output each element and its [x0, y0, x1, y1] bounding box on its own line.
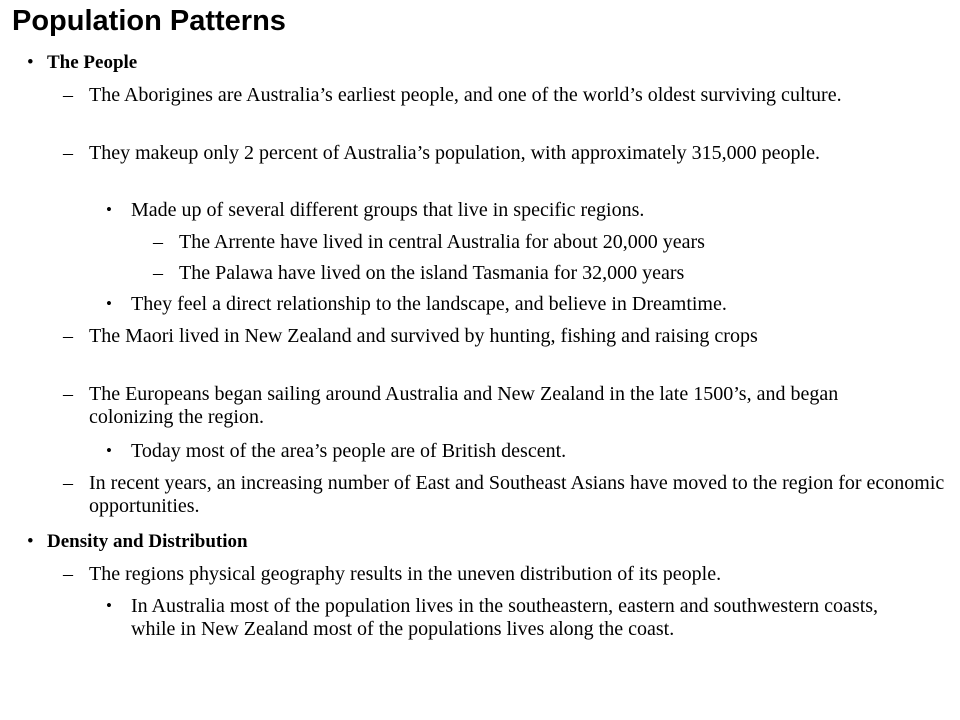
bullet-text: In Australia most of the population lives in the southeastern, eastern and southwestern coasts, while in New Zealand most of the populations lives along the coast. — [131, 595, 879, 640]
bullet-text: In recent years, an increasing number of East and Southeast Asians have moved to the region for economic opportunities. — [89, 472, 945, 517]
bullet-item — [63, 325, 924, 348]
bullet-item — [63, 383, 899, 429]
dash-marker: – — [63, 563, 73, 585]
dash-marker: – — [153, 231, 163, 253]
bullet-marker: • — [106, 441, 112, 460]
bullet-text: Density and Distribution — [47, 531, 248, 552]
slide-title: Population Patterns — [12, 5, 286, 37]
bullet-marker: • — [106, 294, 112, 313]
dash-marker: – — [63, 325, 73, 347]
dash-marker: – — [63, 472, 73, 494]
bullet-marker: • — [27, 531, 34, 552]
bullet-item — [153, 231, 939, 254]
bullet-item — [153, 262, 939, 285]
bullet-item — [63, 563, 949, 586]
bullet-item — [106, 595, 921, 641]
bullet-item — [27, 52, 927, 74]
bullet-text: Today most of the area’s people are of British descent. — [131, 440, 567, 462]
bullet-text: The Europeans began sailing around Australia and New Zealand in the late 1500’s, and began colonizing the region. — [89, 383, 839, 428]
bullet-item — [106, 440, 931, 463]
bullet-text: The Aborigines are Australia’s earliest people, and one of the world’s oldest surviving culture. — [89, 84, 842, 106]
bullet-text: They makeup only 2 percent of Australia’s population, with approximately 315,000 people. — [89, 142, 820, 164]
bullet-marker: • — [106, 596, 112, 615]
dash-marker: – — [63, 142, 73, 164]
bullet-marker: • — [27, 52, 34, 73]
bullet-item — [63, 84, 919, 107]
bullet-text: They feel a direct relationship to the landscape, and believe in Dreamtime. — [131, 293, 727, 315]
bullet-text: Made up of several different groups that live in specific regions. — [131, 199, 645, 221]
bullet-item — [106, 293, 946, 316]
bullet-marker: • — [106, 200, 112, 219]
dash-marker: – — [63, 84, 73, 106]
dash-marker: – — [63, 383, 73, 405]
bullet-text: The People — [47, 52, 138, 73]
bullet-item — [63, 142, 919, 165]
bullet-item — [106, 199, 931, 222]
bullet-item — [63, 472, 949, 518]
bullet-text: The Maori lived in New Zealand and survived by hunting, fishing and raising crops — [89, 325, 758, 347]
bullet-text: The regions physical geography results in the uneven distribution of its people. — [89, 563, 722, 585]
bullet-text: The Arrente have lived in central Australia for about 20,000 years — [179, 231, 705, 253]
bullet-item — [27, 531, 927, 553]
dash-marker: – — [153, 262, 163, 284]
bullet-text: The Palawa have lived on the island Tasmania for 32,000 years — [179, 262, 685, 284]
